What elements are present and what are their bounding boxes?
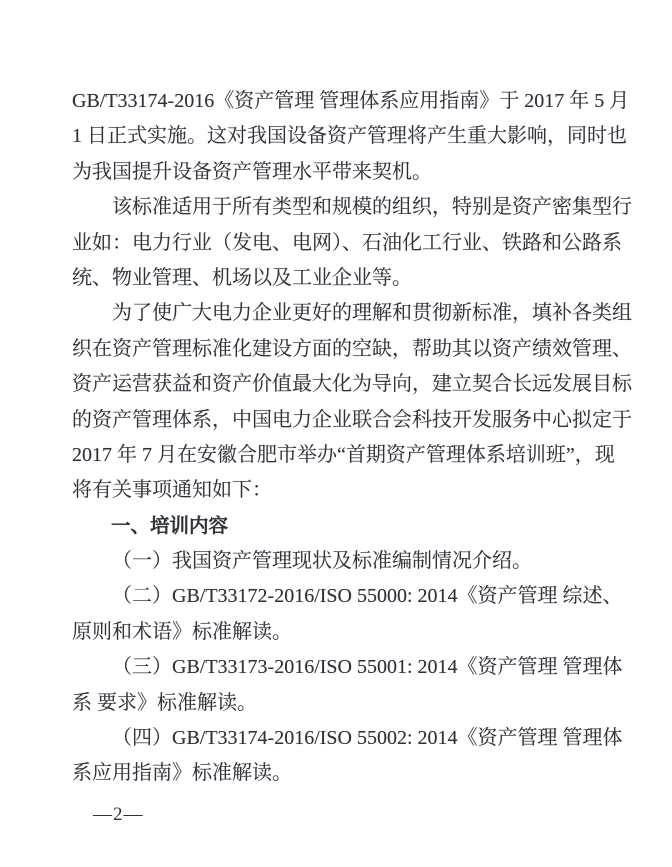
text-line: 2017 年 7 月在安徽合肥市举办“首期资产管理体系培训班”，现 [72, 443, 615, 466]
text-line: 系应用指南》标准解读。 [72, 762, 292, 785]
text-line: GB/T33174-2016《资产管理 管理体系应用指南》于 2017 年 5 月 [72, 90, 630, 112]
text-line: 织在资产管理标准化建设方面的空缺，帮助其以资产绩效管理、 [72, 337, 632, 360]
text-line: 系 要求》标准解读。 [72, 691, 257, 714]
text-line: 统、物业管理、机场以及工业企业等。 [72, 266, 412, 289]
text-line: 1 日正式实施。这对我国设备资产管理将产生重大影响，同时也 [72, 125, 627, 148]
document-body [72, 84, 632, 792]
text-line: 业如：电力行业（发电、电网）、石油化工行业、铁路和公路系 [72, 231, 622, 254]
list-item-2: （二）GB/T33172-2016/ISO 55000: 2014《资产管理 综述、 [112, 585, 623, 608]
text-line: 该标准适用于所有类型和规模的组织，特别是资产密集型行 [112, 196, 632, 219]
text-line: 将有关事项通知如下： [72, 479, 272, 502]
list-item-4: （四）GB/T33174-2016/ISO 55002: 2014《资产管理 管理体 [112, 727, 623, 750]
list-item-1: （一）我国资产管理现状及标准编制情况介绍。 [112, 550, 532, 573]
page-number: —2— [93, 804, 144, 825]
text-line: 的资产管理体系，中国电力企业联合会科技开发服务中心拟定于 [72, 408, 632, 431]
list-item-3: （三）GB/T33173-2016/ISO 55001: 2014《资产管理 管理体 [112, 656, 623, 679]
text-line: 为了使广大电力企业更好的理解和贯彻新标准，填补各类组 [112, 302, 632, 325]
text-line: 为我国提升设备资产管理水平带来契机。 [72, 160, 432, 183]
text-line: 资产运营获益和资产价值最大化为导向，建立契合长远发展目标 [72, 373, 632, 396]
text-line: 原则和术语》标准解读。 [72, 620, 292, 643]
section-heading-training-content: 一、培训内容 [111, 514, 229, 537]
